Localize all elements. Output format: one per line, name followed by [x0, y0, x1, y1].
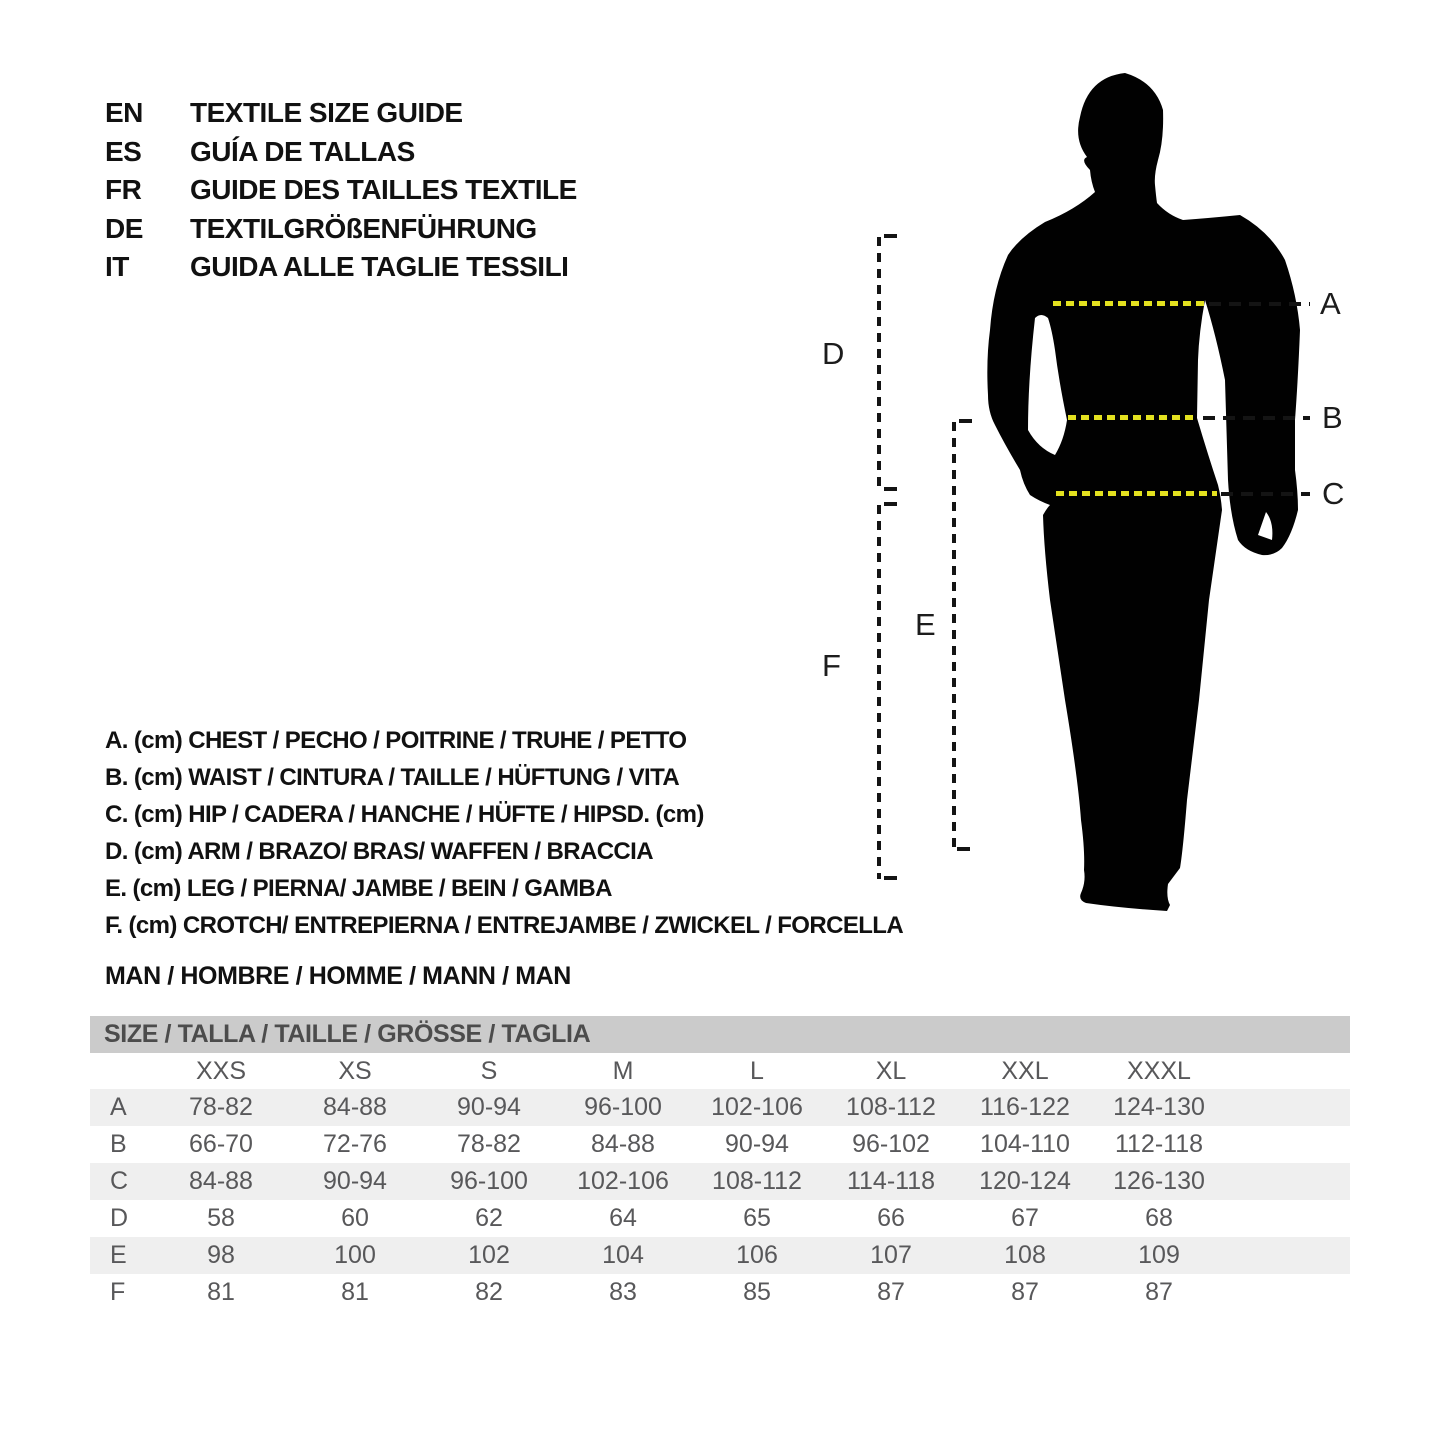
language-code: IT: [105, 251, 129, 283]
table-cell: 66-70: [189, 1130, 253, 1158]
legend-line-waist: B. (cm) WAIST / CINTURA / TAILLE / HÜFTUNG / VITA: [105, 763, 680, 791]
table-cell: 78-82: [457, 1130, 521, 1158]
table-cell: 87: [1145, 1278, 1173, 1306]
language-code: ES: [105, 135, 142, 167]
table-cell: 116-122: [980, 1093, 1070, 1121]
table-cell: 58: [207, 1204, 235, 1232]
crotch-line-top-tick: [884, 502, 897, 506]
col-header-m: M: [612, 1056, 634, 1085]
table-cell: 83: [609, 1278, 637, 1306]
size-table-title: SIZE / TALLA / TAILLE / GRÖSSE / TAGLIA: [104, 1020, 591, 1048]
table-cell: 108-112: [846, 1093, 936, 1121]
row-label: F: [110, 1278, 126, 1306]
legend-line-chest: A. (cm) CHEST / PECHO / POITRINE / TRUHE / PETTO: [105, 726, 687, 754]
measure-label-hip: C: [1322, 476, 1345, 511]
guide-title: GUIDA ALLE TAGLIE TESSILI: [190, 251, 569, 283]
table-cell: 120-124: [979, 1167, 1071, 1195]
table-cell: 85: [743, 1278, 771, 1306]
legend-line-crotch: F. (cm) CROTCH/ ENTREPIERNA / ENTREJAMBE / ZWICKEL / FORCELLA: [105, 911, 904, 939]
table-cell: 90-94: [457, 1093, 521, 1121]
guide-title: GUIDE DES TAILLES TEXTILE: [190, 174, 577, 206]
measurement-legend: [105, 722, 903, 944]
table-cell: 102-106: [577, 1167, 669, 1195]
table-cell: 96-102: [852, 1130, 930, 1158]
arm-line-dash: [877, 237, 881, 490]
language-title-list: [105, 94, 577, 287]
table-cell: 90-94: [323, 1167, 387, 1195]
table-row-b: [90, 1126, 1350, 1163]
table-cell: 98: [207, 1241, 235, 1269]
table-cell: 114-118: [846, 1167, 936, 1195]
measure-label-leg: E: [915, 607, 936, 642]
legend-line-hip: C. (cm) HIP / CADERA / HANCHE / HÜFTE / HIPSD. (cm): [105, 800, 704, 828]
table-cell: 87: [1011, 1278, 1039, 1306]
leg-line-dash: [952, 422, 956, 850]
table-cell: 87: [877, 1278, 905, 1306]
col-header-l: L: [750, 1056, 764, 1085]
measure-label-chest: A: [1320, 286, 1341, 321]
row-label: E: [110, 1241, 127, 1269]
table-cell: 124-130: [1113, 1093, 1205, 1121]
table-cell: 84-88: [591, 1130, 655, 1158]
table-cell: 62: [475, 1204, 503, 1232]
measure-label-crotch: F: [822, 648, 841, 683]
table-cell: 102: [468, 1241, 510, 1269]
table-cell: 84-88: [323, 1093, 387, 1121]
hip-line-yellow-dash: [1056, 491, 1217, 496]
table-cell: 72-76: [323, 1130, 387, 1158]
row-label: B: [110, 1130, 127, 1158]
table-cell: 81: [207, 1278, 235, 1306]
table-cell: 82: [475, 1278, 503, 1306]
table-cell: 108-112: [712, 1167, 802, 1195]
col-header-s: S: [480, 1056, 498, 1085]
language-code: EN: [105, 97, 143, 129]
row-label: D: [110, 1204, 129, 1232]
row-label: A: [110, 1093, 127, 1121]
measure-label-waist: B: [1322, 400, 1343, 435]
table-row-e: [90, 1237, 1350, 1274]
language-row: [105, 133, 577, 172]
legend-line-leg: E. (cm) LEG / PIERNA/ JAMBE / BEIN / GAMBA: [105, 874, 612, 902]
arm-line-bottom-tick: [884, 487, 897, 491]
language-code: DE: [105, 212, 143, 244]
waist-line-yellow-dash: [1068, 415, 1197, 420]
size-table: [90, 1016, 1350, 1311]
table-cell: 64: [609, 1204, 637, 1232]
measure-label-arm: D: [822, 336, 845, 371]
table-row-a: [90, 1089, 1350, 1126]
waist-line-black-dash: [1203, 416, 1310, 420]
size-table-header-row: [90, 1053, 1350, 1089]
table-cell: 100: [334, 1241, 376, 1269]
col-header-xxs: XXS: [195, 1056, 247, 1085]
guide-title: TEXTILGRÖßENFÜHRUNG: [190, 212, 537, 244]
table-cell: 104: [602, 1241, 644, 1269]
col-header-xxl: XXL: [1001, 1056, 1049, 1085]
language-row: [105, 94, 577, 133]
chest-line-yellow-dash: [1053, 301, 1205, 306]
guide-title: TEXTILE SIZE GUIDE: [190, 97, 463, 129]
guide-title: GUÍA DE TALLAS: [190, 135, 415, 167]
table-cell: 81: [341, 1278, 369, 1306]
table-cell: 68: [1145, 1204, 1173, 1232]
table-cell: 66: [877, 1204, 905, 1232]
table-cell: 107: [870, 1241, 912, 1269]
hip-line-black-dash: [1221, 492, 1310, 496]
table-cell: 109: [1138, 1241, 1180, 1269]
col-header-xxxl: XXXL: [1127, 1056, 1191, 1085]
table-row-f: [90, 1274, 1350, 1311]
man-silhouette-figure: [940, 60, 1310, 950]
table-cell: 78-82: [189, 1093, 253, 1121]
chest-line-black-dash: [1209, 302, 1310, 306]
table-row-c: [90, 1163, 1350, 1200]
leg-line-top-tick: [959, 419, 972, 423]
table-cell: 96-100: [584, 1093, 662, 1121]
leg-line-bottom-tick: [957, 847, 970, 851]
size-table-title-bar: [90, 1016, 1350, 1053]
col-header-xl: XL: [875, 1056, 907, 1085]
table-cell: 65: [743, 1204, 771, 1232]
table-cell: 106: [736, 1241, 778, 1269]
table-cell: 126-130: [1113, 1167, 1205, 1195]
table-cell: 60: [341, 1204, 369, 1232]
language-row: [105, 248, 577, 287]
language-code: FR: [105, 174, 142, 206]
row-label: C: [110, 1167, 129, 1195]
col-header-xs: XS: [338, 1056, 372, 1085]
table-cell: 108: [1004, 1241, 1046, 1269]
table-cell: 84-88: [189, 1167, 253, 1195]
table-cell: 104-110: [980, 1130, 1070, 1158]
table-cell: 67: [1011, 1204, 1039, 1232]
table-cell: 112-118: [1114, 1130, 1204, 1158]
table-cell: 96-100: [450, 1167, 528, 1195]
gender-heading: MAN / HOMBRE / HOMME / MANN / MAN: [105, 962, 571, 990]
table-cell: 102-106: [711, 1093, 803, 1121]
language-row: [105, 210, 577, 249]
legend-line-arm: D. (cm) ARM / BRAZO/ BRAS/ WAFFEN / BRACCIA: [105, 837, 653, 865]
language-row: [105, 171, 577, 210]
table-cell: 90-94: [725, 1130, 789, 1158]
arm-line-top-tick: [884, 234, 897, 238]
table-row-d: [90, 1200, 1350, 1237]
